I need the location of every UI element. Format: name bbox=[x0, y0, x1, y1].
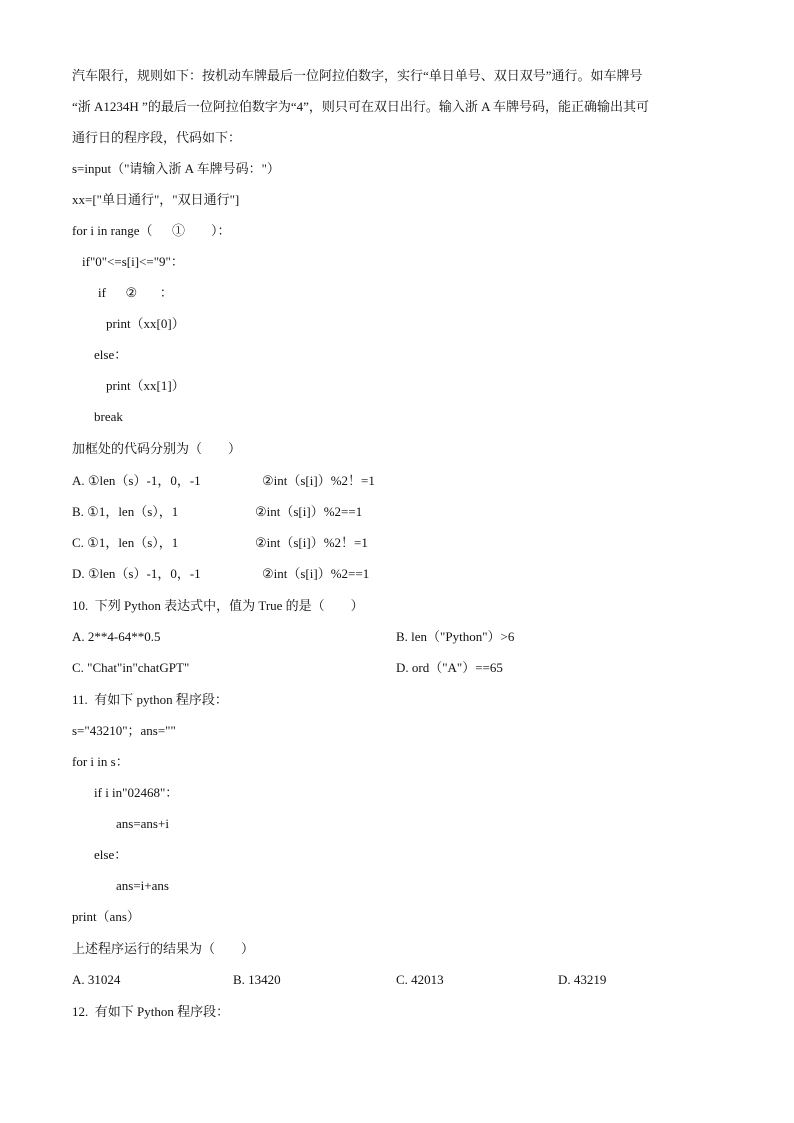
option-a: A. 2**4-64**0.5 bbox=[72, 629, 161, 644]
code-line: print（xx[1]） bbox=[106, 378, 185, 393]
code-line: if i in"02468"： bbox=[94, 785, 179, 800]
intro-line-1: 汽车限行，规则如下：按机动车牌最后一位阿拉伯数字，实行“单日单号、双日双号”通行。如车牌号 bbox=[72, 68, 643, 83]
option-c: C. 42013 bbox=[396, 972, 444, 987]
option-a-part2: ②int（s[i]）%2！=1 bbox=[262, 473, 375, 488]
option-d-part2: ②int（s[i]）%2==1 bbox=[262, 566, 370, 581]
option-b-part2: ②int（s[i]）%2==1 bbox=[255, 504, 363, 519]
code-line: else： bbox=[94, 847, 128, 862]
code-line: print（xx[0]） bbox=[106, 316, 185, 331]
code-line: print（ans） bbox=[72, 909, 140, 924]
code-line: ans=ans+i bbox=[116, 816, 169, 831]
option-b-part1: B. ①1，len（s），1 bbox=[72, 504, 179, 519]
code-line: if"0"<=s[i]<="9"： bbox=[82, 254, 184, 269]
option-d-part1: D. ①len（s）-1，0，-1 bbox=[72, 566, 201, 581]
intro-line-3: 通行日的程序段，代码如下： bbox=[72, 130, 242, 145]
option-a-part1: A. ①len（s）-1，0，-1 bbox=[72, 473, 201, 488]
question-stem: 11. 有如下 python 程序段： bbox=[72, 692, 228, 707]
question-stem: 12. 有如下 Python 程序段： bbox=[72, 1004, 230, 1019]
question-prompt: 上述程序运行的结果为（ ） bbox=[72, 941, 255, 956]
code-line: break bbox=[94, 409, 123, 424]
code-line: s=input（"请输入浙 A 车牌号码："） bbox=[72, 161, 280, 176]
option-a: A. 31024 bbox=[72, 972, 121, 987]
code-line: for i in range（ ① ）： bbox=[72, 223, 231, 238]
code-line: if ② ： bbox=[98, 285, 173, 300]
code-line: for i in s： bbox=[72, 754, 129, 769]
code-line: s="43210"；ans="" bbox=[72, 723, 176, 738]
code-line: else： bbox=[94, 347, 128, 362]
code-line: ans=i+ans bbox=[116, 878, 169, 893]
option-c-part1: C. ①1，len（s），1 bbox=[72, 535, 179, 550]
option-d: D. ord（"A"）==65 bbox=[396, 660, 503, 675]
option-c: C. "Chat"in"chatGPT" bbox=[72, 660, 190, 675]
question-stem: 加框处的代码分别为（ ） bbox=[72, 441, 242, 456]
option-c-part2: ②int（s[i]）%2！=1 bbox=[255, 535, 368, 550]
code-line: xx=["单日通行"，"双日通行"] bbox=[72, 192, 240, 207]
option-d: D. 43219 bbox=[558, 972, 607, 987]
intro-line-2: “浙 A1234H ”的最后一位阿拉伯数字为“4”，则只可在双日出行。输入浙 A 车牌号码，能正确输出其可 bbox=[72, 99, 650, 114]
option-b: B. 13420 bbox=[233, 972, 281, 987]
option-b: B. len（"Python"）>6 bbox=[396, 629, 515, 644]
question-stem: 10. 下列 Python 表达式中，值为 True 的是（ ） bbox=[72, 598, 364, 613]
